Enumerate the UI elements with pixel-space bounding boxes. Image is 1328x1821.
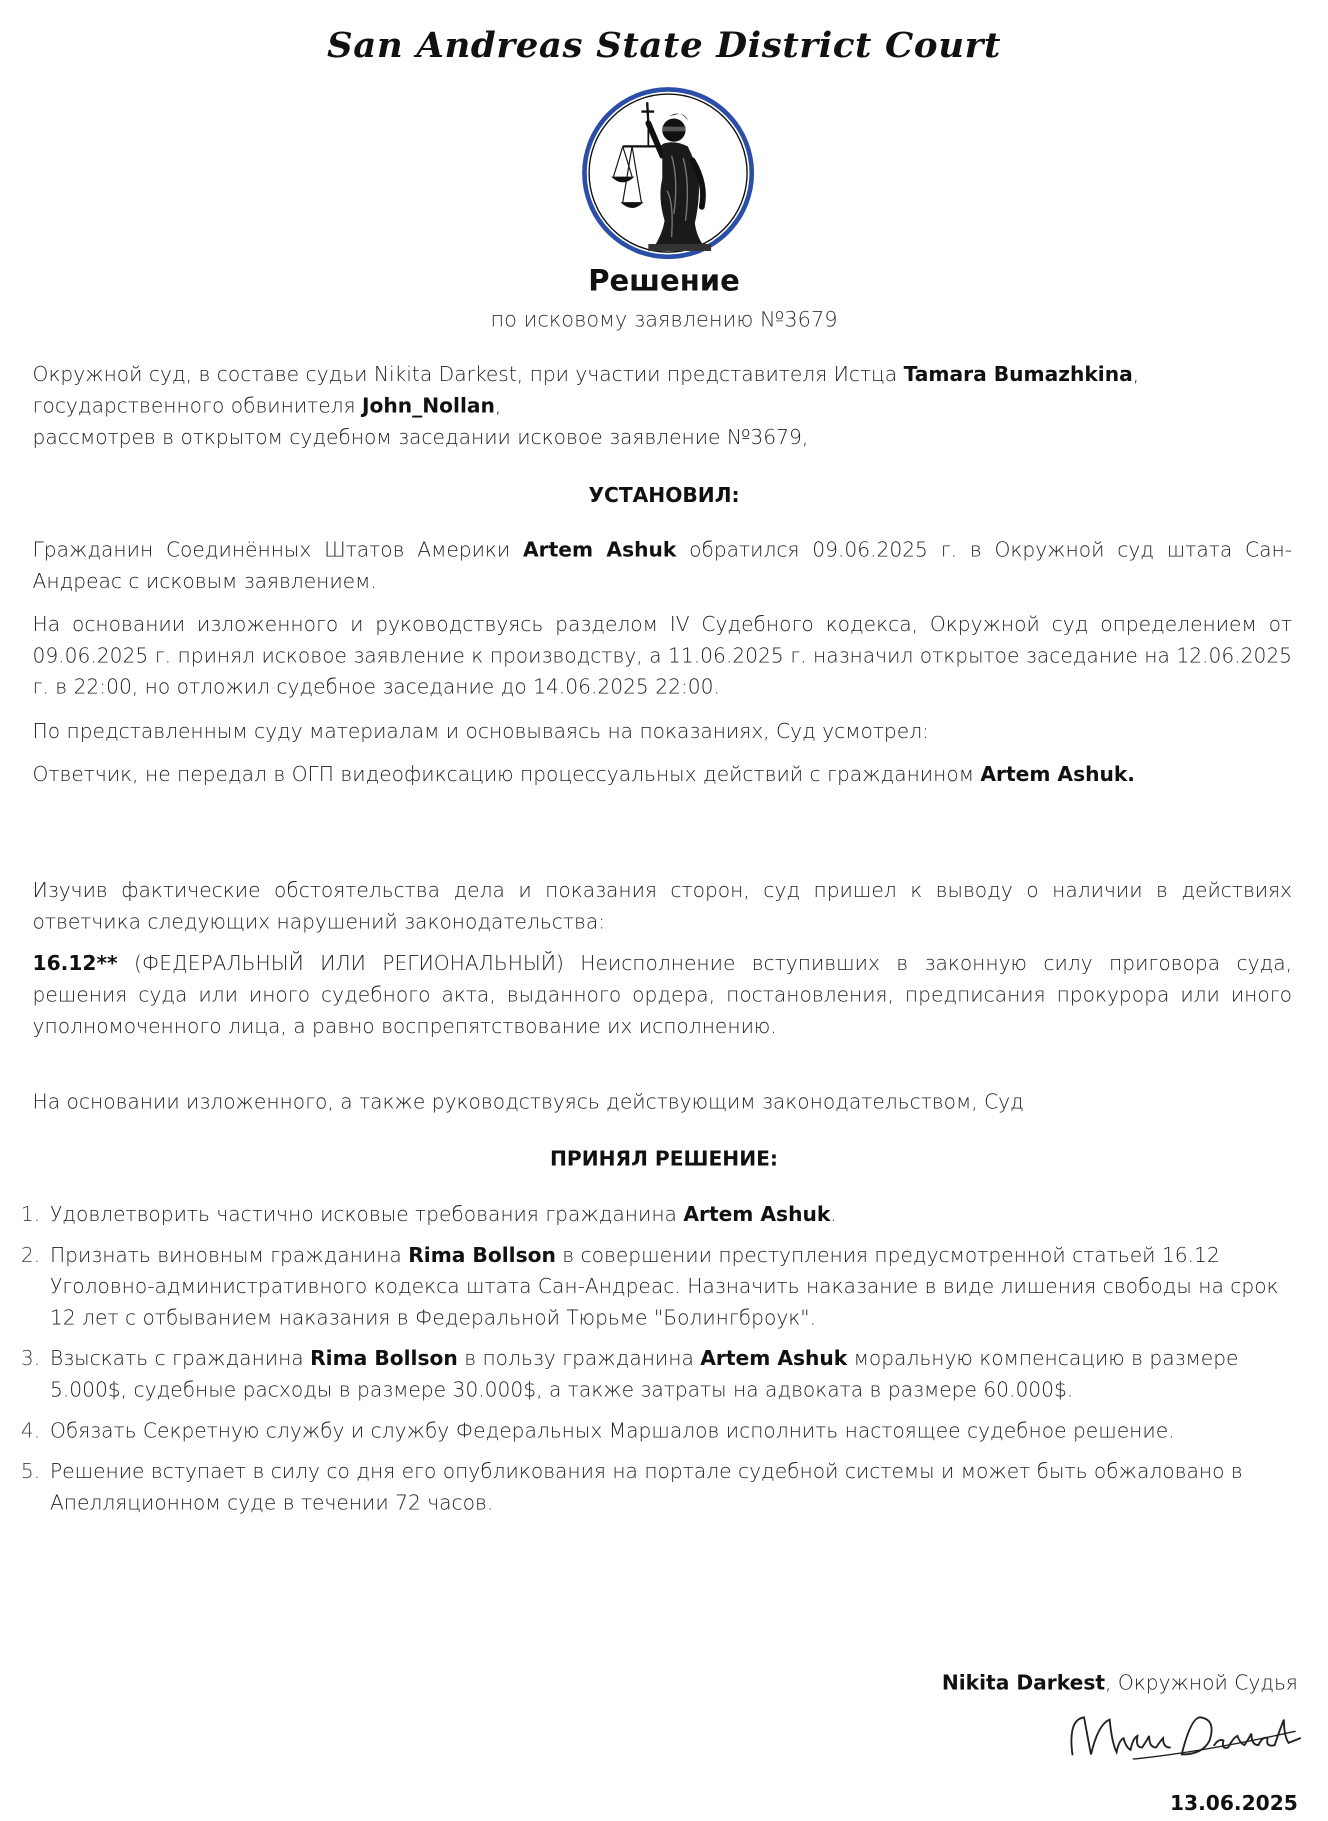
judge-name: Nikita Darkest <box>941 1671 1106 1696</box>
lady-justice-seal-icon <box>581 86 755 260</box>
established-heading: УСТАНОВИЛ: <box>588 484 740 508</box>
established-paragraph-4 <box>33 760 1292 791</box>
paragraph-text: Гражданин Соединённых Штатов Америки <box>32 539 524 563</box>
decision-item <box>21 1416 1294 1447</box>
paragraph-text: обратился 09.06.2025 г. в Окружной суд штата Сан-Андреас с исковым заявлением. <box>32 539 1293 594</box>
decision-list <box>21 1200 1294 1529</box>
item-text: моральную компенсацию в размере 5.000$, судебные расходы в размере 30.000$, а также затраты на адвоката в размере 60.000$. <box>49 1347 1239 1403</box>
established-paragraph-3: По представленным суду материалам и основываясь на показаниях, Суд усмотрел: <box>32 720 929 744</box>
judge-signature-line <box>942 1668 1298 1699</box>
plaintiff-name: Artem Ashuk. <box>980 763 1135 787</box>
document-subtitle: по исковому заявлению №3679 <box>490 307 838 333</box>
item-number: 3. <box>20 1347 41 1372</box>
handwritten-signature-icon <box>1063 1708 1307 1766</box>
decision-date: 13.06.2025 <box>1169 1792 1298 1817</box>
item-text: Взыскать с гражданина <box>49 1347 311 1372</box>
decision-item <box>21 1241 1294 1335</box>
item-text: . <box>830 1203 837 1227</box>
court-name-heading: San Andreas State District Court <box>327 25 1002 67</box>
article-text: (ФЕДЕРАЛЬНЫЙ ИЛИ РЕГИОНАЛЬНЫЙ) Неисполнение вступивших в законную силу приговора суда, решения суда или иного судебного акта, выданного ордера, постановления, предписания прокурора или иного уполномоченного лица, а равно воспрепятствование их исполнению. <box>32 952 1293 1039</box>
item-name: Rima Bollson <box>310 1347 458 1372</box>
decision-item <box>21 1200 1294 1231</box>
item-name: Artem Ashuk <box>700 1347 848 1372</box>
decision-item <box>21 1457 1294 1520</box>
decision-heading: ПРИНЯЛ РЕШЕНИЕ: <box>550 1147 779 1172</box>
item-text: в совершении преступления предусмотренной статьей 16.12 Уголовно-административного кодекса штата Сан-Андреас. Назначить наказание в виде лишения свободы на срок 12 лет с отбыванием наказания в Федеральной Тюрьме "Болингброук". <box>49 1244 1279 1331</box>
prosecutor-name: John_Nollan <box>361 395 495 419</box>
intro-line-3: рассмотрев в открытом судебном заседании исковое заявление №3679, <box>32 426 809 450</box>
established-paragraph-1 <box>33 536 1292 599</box>
item-name: Rima Bollson <box>408 1244 556 1268</box>
violation-article-paragraph <box>33 949 1292 1043</box>
intro-line-1 <box>33 360 1292 391</box>
item-text: Признать виновным гражданина <box>49 1244 409 1268</box>
intro-paragraph <box>33 360 1292 454</box>
established-paragraph-2: На основании изложенного и руководствуясь разделом IV Судебного кодекса, Окружной суд определением от 09.06.2025 г. принял исковое заявление к производству, а 11.06.2025 г. назначил открытое заседание на 12.06.2025 г. в 22:00, но отложил судебное заседание до 14.06.2025 22:00. <box>32 613 1293 700</box>
document-title: Решение <box>588 263 740 298</box>
item-text: Решение вступает в силу со дня его опубликования на портале судебной системы и может быть обжаловано в Апелляционном суде в течении 72 часов. <box>49 1460 1243 1516</box>
article-number: 16.12** <box>32 952 118 976</box>
intro-line-2 <box>33 392 1292 423</box>
intro-text: государственного обвинителя <box>32 395 362 419</box>
intro-punct: , <box>494 395 502 419</box>
item-number: 1. <box>20 1203 41 1227</box>
intro-punct: , <box>1132 363 1140 387</box>
item-number: 2. <box>20 1244 41 1268</box>
plaintiff-representative: Tamara Bumazhkina <box>903 363 1133 387</box>
paragraph-text: Ответчик, не передал в ОГП видеофиксацию процессуальных действий с гражданином <box>32 763 981 787</box>
item-number: 4. <box>20 1419 41 1444</box>
judge-title: , Окружной Судья <box>1105 1671 1298 1696</box>
item-number: 5. <box>20 1460 41 1484</box>
plaintiff-name: Artem Ashuk <box>523 539 677 563</box>
decision-item <box>21 1344 1294 1407</box>
item-text: в пользу гражданина <box>457 1347 701 1372</box>
item-name: Artem Ashuk <box>683 1203 831 1227</box>
established-paragraph-7: На основании изложенного, а также руководствуясь действующим законодательством, Суд <box>32 1091 1024 1115</box>
item-text: Удовлетворить частично исковые требования гражданина <box>49 1203 684 1227</box>
established-paragraph-5: Изучив фактические обстоятельства дела и показания сторон, суд пришел к выводу о наличии в действиях ответчика следующих нарушений законодательства: <box>32 879 1293 935</box>
item-text: Обязать Секретную службу и службу Федеральных Маршалов исполнить настоящее судебное решение. <box>49 1419 1175 1444</box>
intro-text: Окружной суд, в составе судьи Nikita Darkest, при участии представителя Истца <box>32 363 904 387</box>
